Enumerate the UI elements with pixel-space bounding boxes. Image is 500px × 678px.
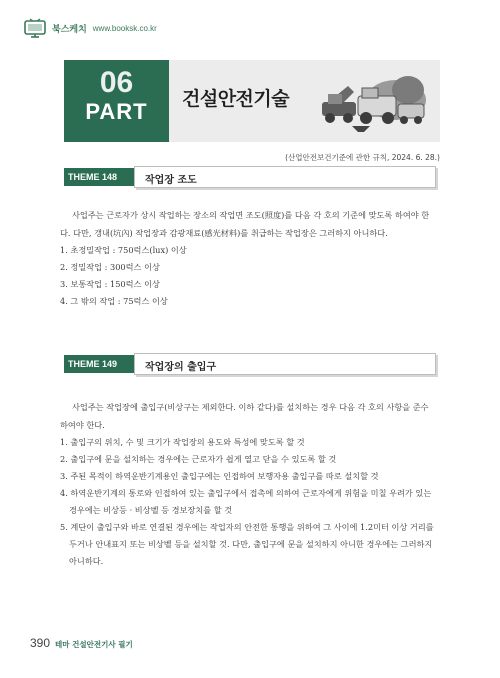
theme-148-intro: 사업주는 근로자가 상시 작업하는 장소의 작업면 조도(照度)를 다음 각 호의 기준에 맞도록 하여야 한다. 다만, 갱내(坑內) 작업장과 감광재료(感光材料)를 취급하는 작업장은 그러하지 아니하다.: [60, 210, 430, 238]
theme-148-body: [60, 206, 436, 310]
list-item: 5. 계단이 출입구와 바로 연결된 경우에는 작업자의 안전한 통행을 위하여 그 사이에 1.2미터 이상 거리를 두거나 안내표지 또는 비상벨 등을 설치할 것. 다만, 출입구에 문을 설치하지 아니한 경우에는 그러하지 아니하다.: [60, 522, 434, 566]
page-number: 390: [30, 636, 51, 650]
part-label-box: [64, 60, 169, 142]
theme-149-header: [64, 353, 436, 375]
theme-tag: THEME 148: [64, 168, 134, 186]
monitor-book-icon: [24, 18, 46, 38]
theme-tag: THEME 149: [64, 355, 134, 373]
theme-title-bar: [134, 353, 436, 375]
list-item: 1. 출입구의 위치, 수 및 크기가 작업장의 용도와 특성에 맞도록 할 것: [60, 437, 305, 447]
brand-header: [24, 18, 157, 38]
theme-title: 작업장의 출입구: [145, 362, 217, 373]
theme-148-header: [64, 166, 436, 188]
list-item: 4. 하역운반기계의 통로와 인접하여 있는 출입구에서 접촉에 의하여 근로자에게 위험을 미칠 우려가 있는 경우에는 비상등 · 비상벨 등 경보장치를 할 것: [60, 488, 432, 515]
theme-title: 작업장 조도: [145, 175, 197, 186]
list-item: 2. 정밀작업 : 300럭스 이상: [60, 262, 160, 272]
theme-149-intro: 사업주는 작업장에 출입구(비상구는 제외한다. 이하 같다)를 설치하는 경우 다음 각 호의 사항을 준수하여야 한다.: [60, 402, 429, 430]
part-word: PART: [85, 99, 148, 124]
brand-name: 북스케치: [52, 24, 87, 35]
theme-149-body: [60, 398, 436, 570]
list-item: 3. 보통작업 : 150럭스 이상: [60, 279, 160, 289]
list-item: 2. 출입구에 문을 설치하는 경우에는 근로자가 쉽게 열고 닫을 수 있도록 할 것: [60, 454, 337, 464]
page-footer: [30, 636, 133, 650]
part-banner: [64, 60, 440, 142]
construction-equipment-illustration: [318, 66, 430, 136]
part-title: 건설안전기술: [182, 88, 290, 110]
brand-url[interactable]: www.booksk.co.kr: [92, 23, 157, 33]
book-title: 테마 건설안전기사 필기: [55, 640, 133, 649]
list-item: 1. 초정밀작업 : 750럭스(lux) 이상: [60, 245, 187, 255]
list-item: 4. 그 밖의 작업 : 75럭스 이상: [60, 296, 168, 306]
source-note: (산업안전보건기준에 관한 규칙, 2024. 6. 28.): [285, 153, 440, 162]
entrance-rules-list: [60, 434, 436, 570]
theme-title-bar: [134, 166, 436, 188]
list-item: 3. 주된 목적이 하역운반기계용인 출입구에는 인접하여 보행자용 출입구를 따로 설치할 것: [60, 471, 379, 481]
illuminance-list: [60, 242, 436, 310]
part-number: 06: [99, 66, 134, 99]
